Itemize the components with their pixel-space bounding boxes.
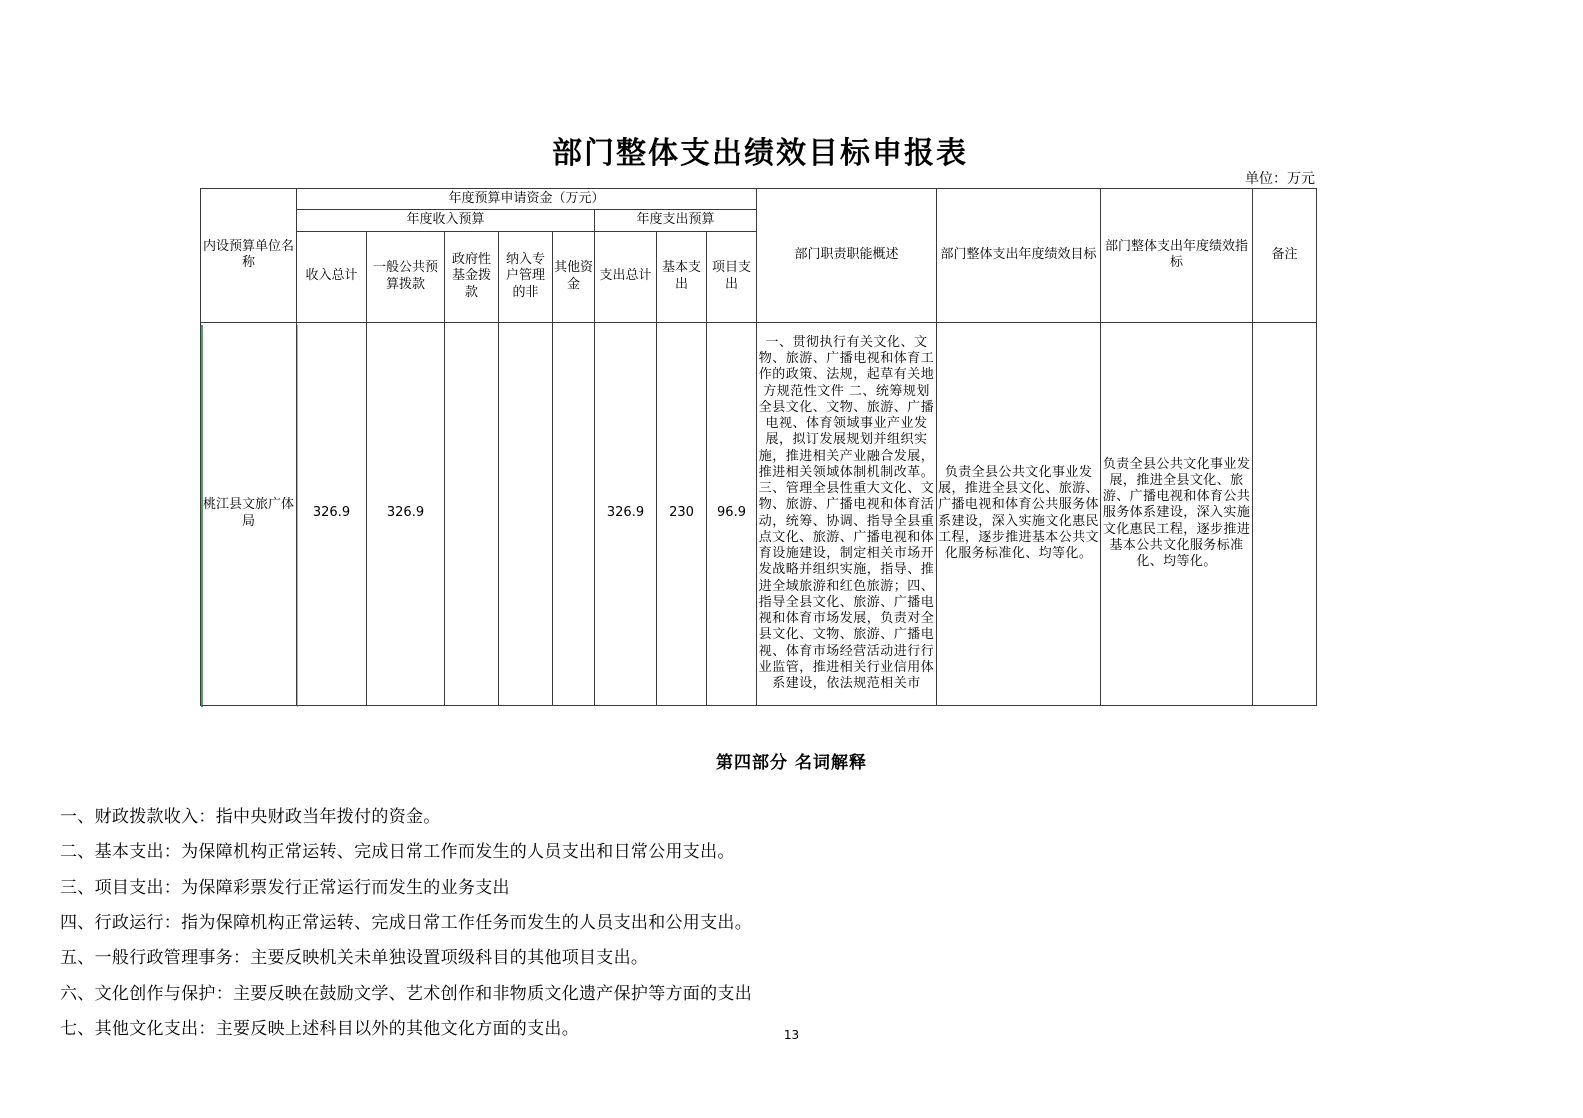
- performance-goal-table: [200, 188, 1317, 706]
- header-other-funds: 其他资金: [553, 231, 595, 322]
- header-annual-income-budget: 年度收入预算: [297, 210, 595, 231]
- cell-basic-expenditure: 230: [657, 322, 707, 705]
- cell-general-public-budget: 326.9: [367, 322, 445, 705]
- header-annual-budget-funds: 年度预算申请资金（万元）: [297, 189, 757, 210]
- list-item: 七、其他文化支出：主要反映上述科目以外的其他文化方面的支出。: [60, 1019, 579, 1040]
- cell-project-expenditure: 96.9: [707, 322, 757, 705]
- performance-goal-table-wrap: [200, 188, 1316, 706]
- header-special-account: 纳入专户管理的非: [499, 231, 553, 322]
- list-item: 一、财政拨款收入：指中央财政当年拨付的资金。: [60, 807, 441, 827]
- list-item: 五、一般行政管理事务：主要反映机关未单独设置项级科目的其他项目支出。: [60, 948, 649, 969]
- list-item: 三、项目支出：为保障彩票发行正常运行而发生的业务支出: [60, 877, 510, 898]
- header-project-expenditure: 项目支出: [707, 231, 757, 322]
- cell-duty-overview: 一、贯彻执行有关文化、文物、旅游、广播电视和体育工作的政策、法规，起草有关地方规范性文件 二、统筹规划全县文化、文物、旅游、广播电视、体育领域事业产业发展，拟订发展规划并组织实施，推进相关产业融合发展，推进相关领域体制机制改革。三、管理全县性重大文化、文物、旅游、广播电视和体育活动，统筹、协调、指导全县重点文化、旅游、广播电视和体育设施建设，制定相关市场开发战略并组织实施，指导、推进全域旅游和红色旅游；四、指导全县文化、旅游、广播电视和体育市场发展，负责对全县文化、文物、旅游、广播电视、体育市场经营活动进行行业监管，推进相关行业信用体系建设，依法规范相关市: [757, 322, 937, 705]
- cell-unit-name: 桃江县文旅广体局: [201, 322, 297, 705]
- header-income-total: 收入总计: [297, 231, 367, 322]
- cell-annual-indicator: 负责全县公共文化事业发展，推进全县文化、旅游、广播电视和体育公共服务体系建设，深入实施文化惠民工程，逐步推进基本公共文化服务标准化、均等化。: [1101, 322, 1253, 705]
- cell-remark: [1253, 322, 1317, 705]
- header-gov-fund: 政府性基金拨款: [445, 231, 499, 322]
- table-header-row-1: [201, 189, 1317, 210]
- header-annual-expenditure-budget: 年度支出预算: [595, 210, 757, 231]
- page-number: 13: [783, 1028, 800, 1042]
- header-general-public-budget: 一般公共预算拨款: [367, 231, 445, 322]
- list-item: 四、行政运行：指为保障机构正常运转、完成日常工作任务而发生的人员支出和公用支出。: [60, 913, 752, 934]
- table-row: [201, 322, 1317, 705]
- list-item: 六、文化创作与保护：主要反映在鼓励文学、艺术创作和非物质文化遗产保护等方面的支出: [60, 983, 752, 1004]
- header-annual-indicator: 部门整体支出年度绩效指标: [1101, 189, 1253, 323]
- cell-annual-goal: 负责全县公共文化事业发展，推进全县文化、旅游、广播电视和体育公共服务体系建设，深入实施文化惠民工程，逐步推进基本公共文化服务标准化、均等化。: [937, 322, 1101, 705]
- unit-note: 单位：万元: [1245, 171, 1315, 187]
- cell-special-account: [499, 322, 553, 705]
- header-expenditure-total: 支出总计: [595, 231, 657, 322]
- header-annual-goal: 部门整体支出年度绩效目标: [937, 189, 1101, 323]
- cell-expenditure-total: 326.9: [595, 322, 657, 705]
- cell-income-total: 326.9: [297, 322, 367, 705]
- part-four-title: 第四部分 名词解释: [716, 753, 867, 773]
- cell-gov-fund: [445, 322, 499, 705]
- header-unit-name: 内设预算单位名称: [201, 189, 297, 323]
- table-inner-accent-line: [297, 325, 298, 707]
- cell-other-funds: [553, 322, 595, 705]
- header-duty-overview: 部门职责职能概述: [757, 189, 937, 323]
- page-title: 部门整体支出绩效目标申报表: [552, 136, 968, 171]
- table-left-accent-line: [201, 325, 203, 707]
- header-remark: 备注: [1253, 189, 1317, 323]
- header-basic-expenditure: 基本支出: [657, 231, 707, 322]
- list-item: 二、基本支出：为保障机构正常运转、完成日常工作而发生的人员支出和日常公用支出。: [60, 842, 735, 863]
- glossary-list: [60, 800, 1520, 1048]
